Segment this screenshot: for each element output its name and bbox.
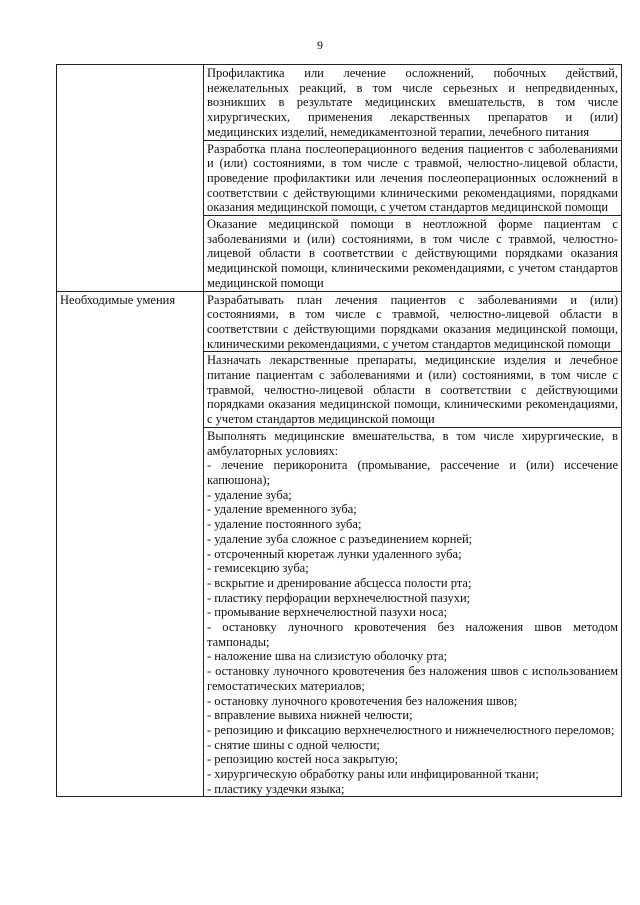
list-item: - наложение шва на слизистую оболочку рта; <box>207 649 448 664</box>
action-cell: Разработка плана послеоперационного ведения пациентов с заболеваниями и (или) состояниями, в том числе с травмой, челюстно-лицевой области, проведение профилактики или лечения послеоперационных осложнений в соответствии с действующими клиническими рекомендациями, порядками оказания медицинской помощи, с учетом стандартов медицинской помощи <box>204 140 622 216</box>
action-cell: Профилактика или лечение осложнений, побочных действий, нежелательных реакций, в том числе серьезных и непредвиденных, возникших в результате медицинских вмешательств, в том числе хирургических, применения лекарственных препаратов и (или) медицинских изделий, немедикаментозной терапии, лечебного питания <box>204 65 622 141</box>
left-cell-empty <box>57 65 204 292</box>
competency-table <box>56 64 622 797</box>
skill-cell: Назначать лекарственные препараты, медицинские изделия и лечебное питание пациентам с заболеваниями и (или) состояниями, в том числе с травмой, челюстно-лицевой области в соответствии с действующими порядками оказания медицинской помощи, клиническими рекомендациями, с учетом стандартов медицинской помощи <box>204 352 622 428</box>
list-item: - остановку луночного кровотечения без наложения швов; <box>207 693 518 708</box>
list-item: - репозицию и фиксацию верхнечелюстного и нижнечелюстного переломов; <box>207 722 615 737</box>
list-item: - удаление постоянного зуба; <box>207 517 362 532</box>
list-item: - снятие шины с одной челюсти; <box>207 737 380 752</box>
list-item: - удаление зуба сложное с разъединением корней; <box>207 531 473 546</box>
list-item: - хирургическую обработку раны или инфицированной ткани; <box>207 767 539 782</box>
list-item: - вскрытие и дренирование абсцесса полости рта; <box>207 575 472 590</box>
skills-label-cell: Необходимые умения <box>57 291 204 797</box>
list-item: - пластику уздечки языка; <box>207 781 345 796</box>
list-item: - остановку луночного кровотечения без наложения швов методом тампонады; <box>207 620 618 649</box>
list-item: - удаление временного зуба; <box>207 502 357 517</box>
list-item: - вправление вывиха нижней челюсти; <box>207 708 413 723</box>
action-cell: Оказание медицинской помощи в неотложной форме пациентам с заболеваниями и (или) состояниями, в том числе с травмой, челюстно-лицевой области в соответствии с действующими порядками оказания медицинской помощи, клиническими рекомендациями, с учетом стандартов медицинской помощи <box>204 216 622 292</box>
page-number: 9 <box>317 38 323 52</box>
list-item: - лечение перикоронита (промывание, рассечение и (или) иссечение капюшона); <box>207 458 618 487</box>
list-item: - отсроченный кюретаж лунки удаленного зуба; <box>207 546 462 561</box>
list-item: - репозицию костей носа закрытую; <box>207 752 399 767</box>
skill-cell: Разрабатывать план лечения пациентов с заболеваниями и (или) состояниями, в том числе с травмой, челюстно-лицевой области в соответствии с действующими порядками оказания медицинской помощи, клиническими рекомендациями, с учетом стандартов медицинской помощи <box>204 291 622 352</box>
interventions-intro: Выполнять медицинские вмешательства, в том числе хирургические, в амбулаторных условиях: <box>207 428 618 458</box>
list-item: - остановку луночного кровотечения без наложения швов с использованием гемостатических материалов; <box>207 664 618 693</box>
table-row <box>57 65 622 141</box>
list-item: - гемисекцию зуба; <box>207 561 309 576</box>
list-item: - удаление зуба; <box>207 487 292 502</box>
list-item: - промывание верхнечелюстной пазухи носа; <box>207 605 448 620</box>
table-row <box>57 291 622 352</box>
list-item: - пластику перфорации верхнечелюстной пазухи; <box>207 590 471 605</box>
interventions-cell <box>204 427 622 797</box>
